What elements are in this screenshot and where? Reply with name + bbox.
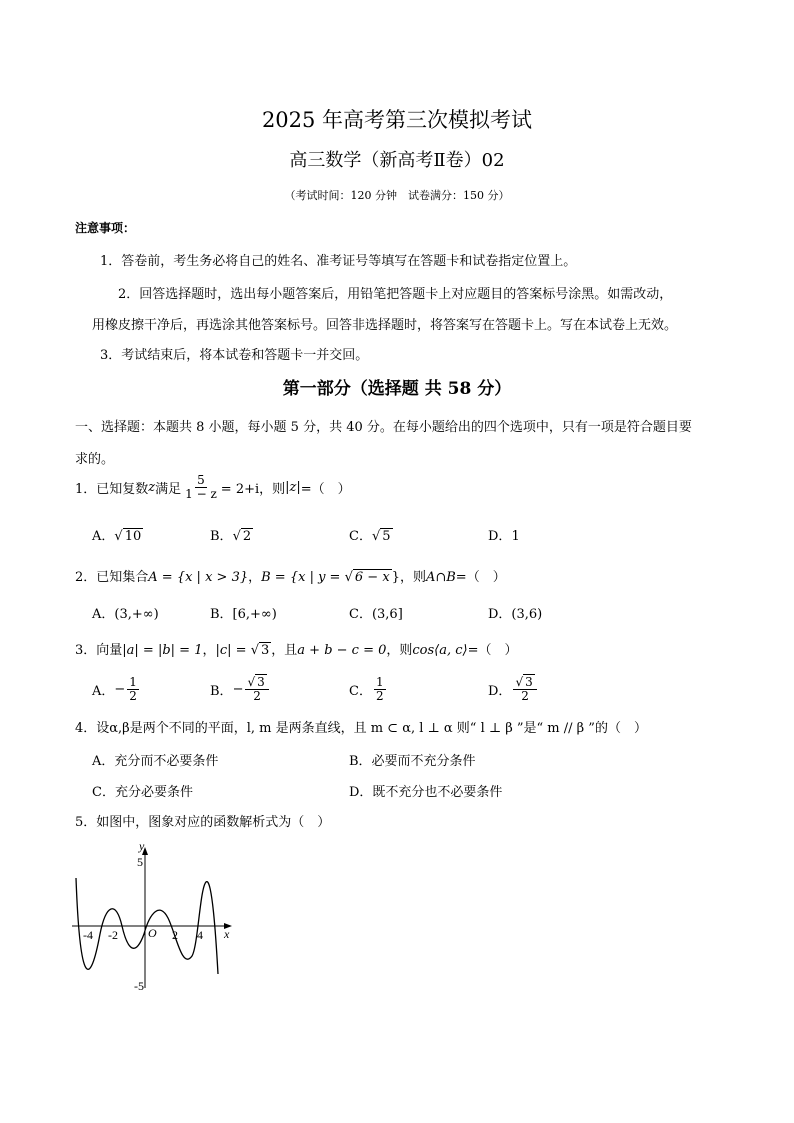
q3-option-b-label: B．	[210, 684, 233, 700]
q3-cond-3: a + b − c = 0	[297, 643, 387, 658]
section-intro-line-2: 求的。	[75, 452, 115, 467]
q3-post: ，则	[386, 643, 413, 658]
question-2-stem	[75, 566, 506, 585]
q2-post: ，则	[399, 570, 426, 585]
q3-option-b-radicand: 3	[257, 675, 265, 689]
q1-option-b[interactable]	[210, 525, 253, 544]
q3-prefix: 3．向量	[75, 643, 123, 658]
q2-option-d[interactable]: D．(3,6)	[488, 607, 543, 622]
q1-option-c[interactable]	[349, 525, 393, 544]
q2-set-a: A = {x | x > 3}	[148, 570, 249, 585]
q3-mid: ，且	[271, 643, 298, 658]
section-intro-line-1: 一、选择题：本题共 8 小题，每小题 5 分，共 40 分。在每小题给出的四个选项中，只有一项是符合题目要	[75, 420, 692, 435]
question-1-stem	[75, 474, 351, 501]
q3-cond-2-prefix: |c| =	[215, 643, 251, 658]
q2-end: =（ ）	[455, 570, 506, 585]
q2-set-b-prefix: B = {x | y =	[261, 570, 345, 585]
q3-sqrt-icon: √	[250, 643, 259, 658]
x-axis-label: x	[224, 927, 230, 941]
q4-option-c[interactable]: C．充分必要条件	[92, 785, 193, 800]
q2-expr: A∩B	[425, 570, 456, 585]
q2-prefix: 2．已知集合	[75, 570, 149, 585]
q3-option-b[interactable]	[210, 676, 271, 703]
q1-mid: 满足	[155, 482, 182, 498]
q3-option-a-den: 2	[129, 689, 137, 704]
q3-option-b-den: 2	[253, 689, 261, 704]
q3-option-c[interactable]	[349, 676, 388, 703]
q3-option-d-label: D．	[488, 684, 512, 700]
q4-option-d[interactable]: D．既不充分也不必要条件	[349, 785, 503, 800]
exam-time-info: （考试时间：120 分钟 试卷满分：150 分）	[284, 189, 510, 202]
q3-option-a-label: A．	[92, 684, 115, 700]
q3-option-a-num: 1	[129, 675, 137, 689]
q3-option-c-fraction	[374, 676, 386, 703]
q2-option-b[interactable]: B．[6,+∞)	[210, 607, 277, 622]
q1-fraction	[183, 474, 219, 501]
q3-option-b-fraction	[245, 676, 268, 703]
q3-option-d-radicand: 3	[525, 675, 533, 689]
q1-option-b-value: 2	[242, 529, 252, 544]
notice-item-1: 1．答卷前，考生务必将自己的姓名、准考证号等填写在答题卡和试卷指定位置上。	[100, 254, 577, 269]
notice-item-3: 3．考试结束后，将本试卷和答题卡一并交回。	[100, 348, 369, 363]
q3-end: =（ ）	[467, 643, 518, 658]
q3-expr: cos⟨a, c⟩	[412, 643, 468, 658]
x-tick-label-neg4: -4	[83, 928, 93, 942]
y-tick-label-top: 5	[137, 855, 143, 869]
q3-option-d-den: 2	[521, 689, 529, 704]
q3-option-d[interactable]	[488, 676, 539, 703]
q1-option-b-label: B．	[210, 529, 233, 544]
section-title: 第一部分（选择题 共 58 分）	[282, 379, 512, 399]
q3-option-b-sign: −	[232, 682, 244, 698]
q2-separator: ，	[248, 570, 262, 585]
q2-set-b-radicand: 6 − x	[354, 570, 390, 585]
q3-option-c-label: C．	[349, 684, 372, 700]
x-tick-label-4: 4	[197, 928, 203, 942]
q3-separator: ，	[202, 643, 216, 658]
question-3-stem	[75, 639, 518, 658]
q1-option-c-sqrt-icon: √	[371, 529, 381, 544]
q1-post: = 2+i，则	[220, 482, 286, 498]
q2-set-b-close: }	[391, 570, 400, 585]
q1-var: z	[148, 480, 156, 496]
q1-option-d[interactable]	[488, 525, 520, 544]
q1-option-a-label: A．	[92, 529, 115, 544]
q1-prefix: 1．已知复数	[75, 482, 149, 498]
q1-option-c-value: 5	[382, 529, 391, 544]
q3-option-b-num: √ 3	[245, 676, 268, 690]
x-tick-label-2: 2	[172, 928, 178, 942]
q3-cond-1: |a| = |b| = 1	[122, 643, 203, 658]
origin-label: O	[148, 926, 157, 940]
notice-heading: 注意事项：	[75, 221, 136, 235]
q3-option-a[interactable]	[92, 676, 141, 703]
y-axis-label: y	[139, 839, 145, 853]
q3-option-c-num: 1	[375, 675, 384, 689]
y-tick-label-bottom: -5	[134, 979, 144, 993]
q3-option-c-den: 2	[375, 689, 384, 704]
question-5-stem: 5．如图中，图象对应的函数解析式为（ ）	[75, 815, 331, 830]
notice-item-2-line-1: 2．回答选择题时，选出每小题答案后，用铅笔把答题卡上对应题目的答案标号涂黑。如需改动，	[118, 287, 673, 302]
q3-cond-2-radicand: 3	[260, 643, 270, 658]
q1-option-c-label: C．	[349, 529, 372, 544]
q4-option-a[interactable]: A．充分而不必要条件	[92, 754, 219, 769]
q4-option-b[interactable]: B．必要而不充分条件	[349, 754, 476, 769]
q1-option-a-value: 10	[124, 529, 142, 544]
q1-option-d-value: 1	[511, 529, 520, 544]
q2-option-c[interactable]: C．(3,6]	[349, 607, 403, 622]
exam-subtitle: 高三数学（新高考Ⅱ卷）02	[289, 150, 505, 171]
function-graph	[66, 838, 241, 998]
notice-item-2-line-2: 用橡皮擦干净后，再选涂其他答案标号。回答非选择题时，将答案写在答题卡上。写在本试卷上无效。	[92, 318, 678, 333]
q1-frac-num: 5	[197, 473, 205, 487]
q1-end: =（ ）	[300, 482, 351, 498]
q2-sqrt-icon: √	[344, 570, 353, 585]
x-tick-label-neg2: -2	[108, 928, 118, 942]
exam-title: 2025 年高考第三次模拟考试	[261, 108, 533, 132]
q1-option-b-sqrt-icon: √	[232, 529, 241, 544]
q3-option-d-fraction	[513, 676, 536, 703]
q3-option-a-sign: −	[114, 682, 126, 698]
q1-option-a-sqrt-icon: √	[114, 529, 123, 544]
q1-frac-den: 1 − z	[185, 487, 217, 502]
q2-option-a[interactable]: A．(3,+∞)	[92, 607, 159, 622]
q1-option-d-label: D．	[488, 529, 512, 544]
q1-option-a[interactable]	[92, 525, 143, 544]
q3-option-a-fraction	[127, 676, 139, 703]
q3-option-d-num: √ 3	[513, 676, 536, 690]
q1-abs: |z|	[285, 480, 301, 496]
question-4-stem: 4．设α,β是两个不同的平面，l, m 是两条直线，且 m ⊂ α, l ⊥ α 则“ l ⊥ β ”是“ m // β ”的（ ）	[75, 721, 647, 736]
